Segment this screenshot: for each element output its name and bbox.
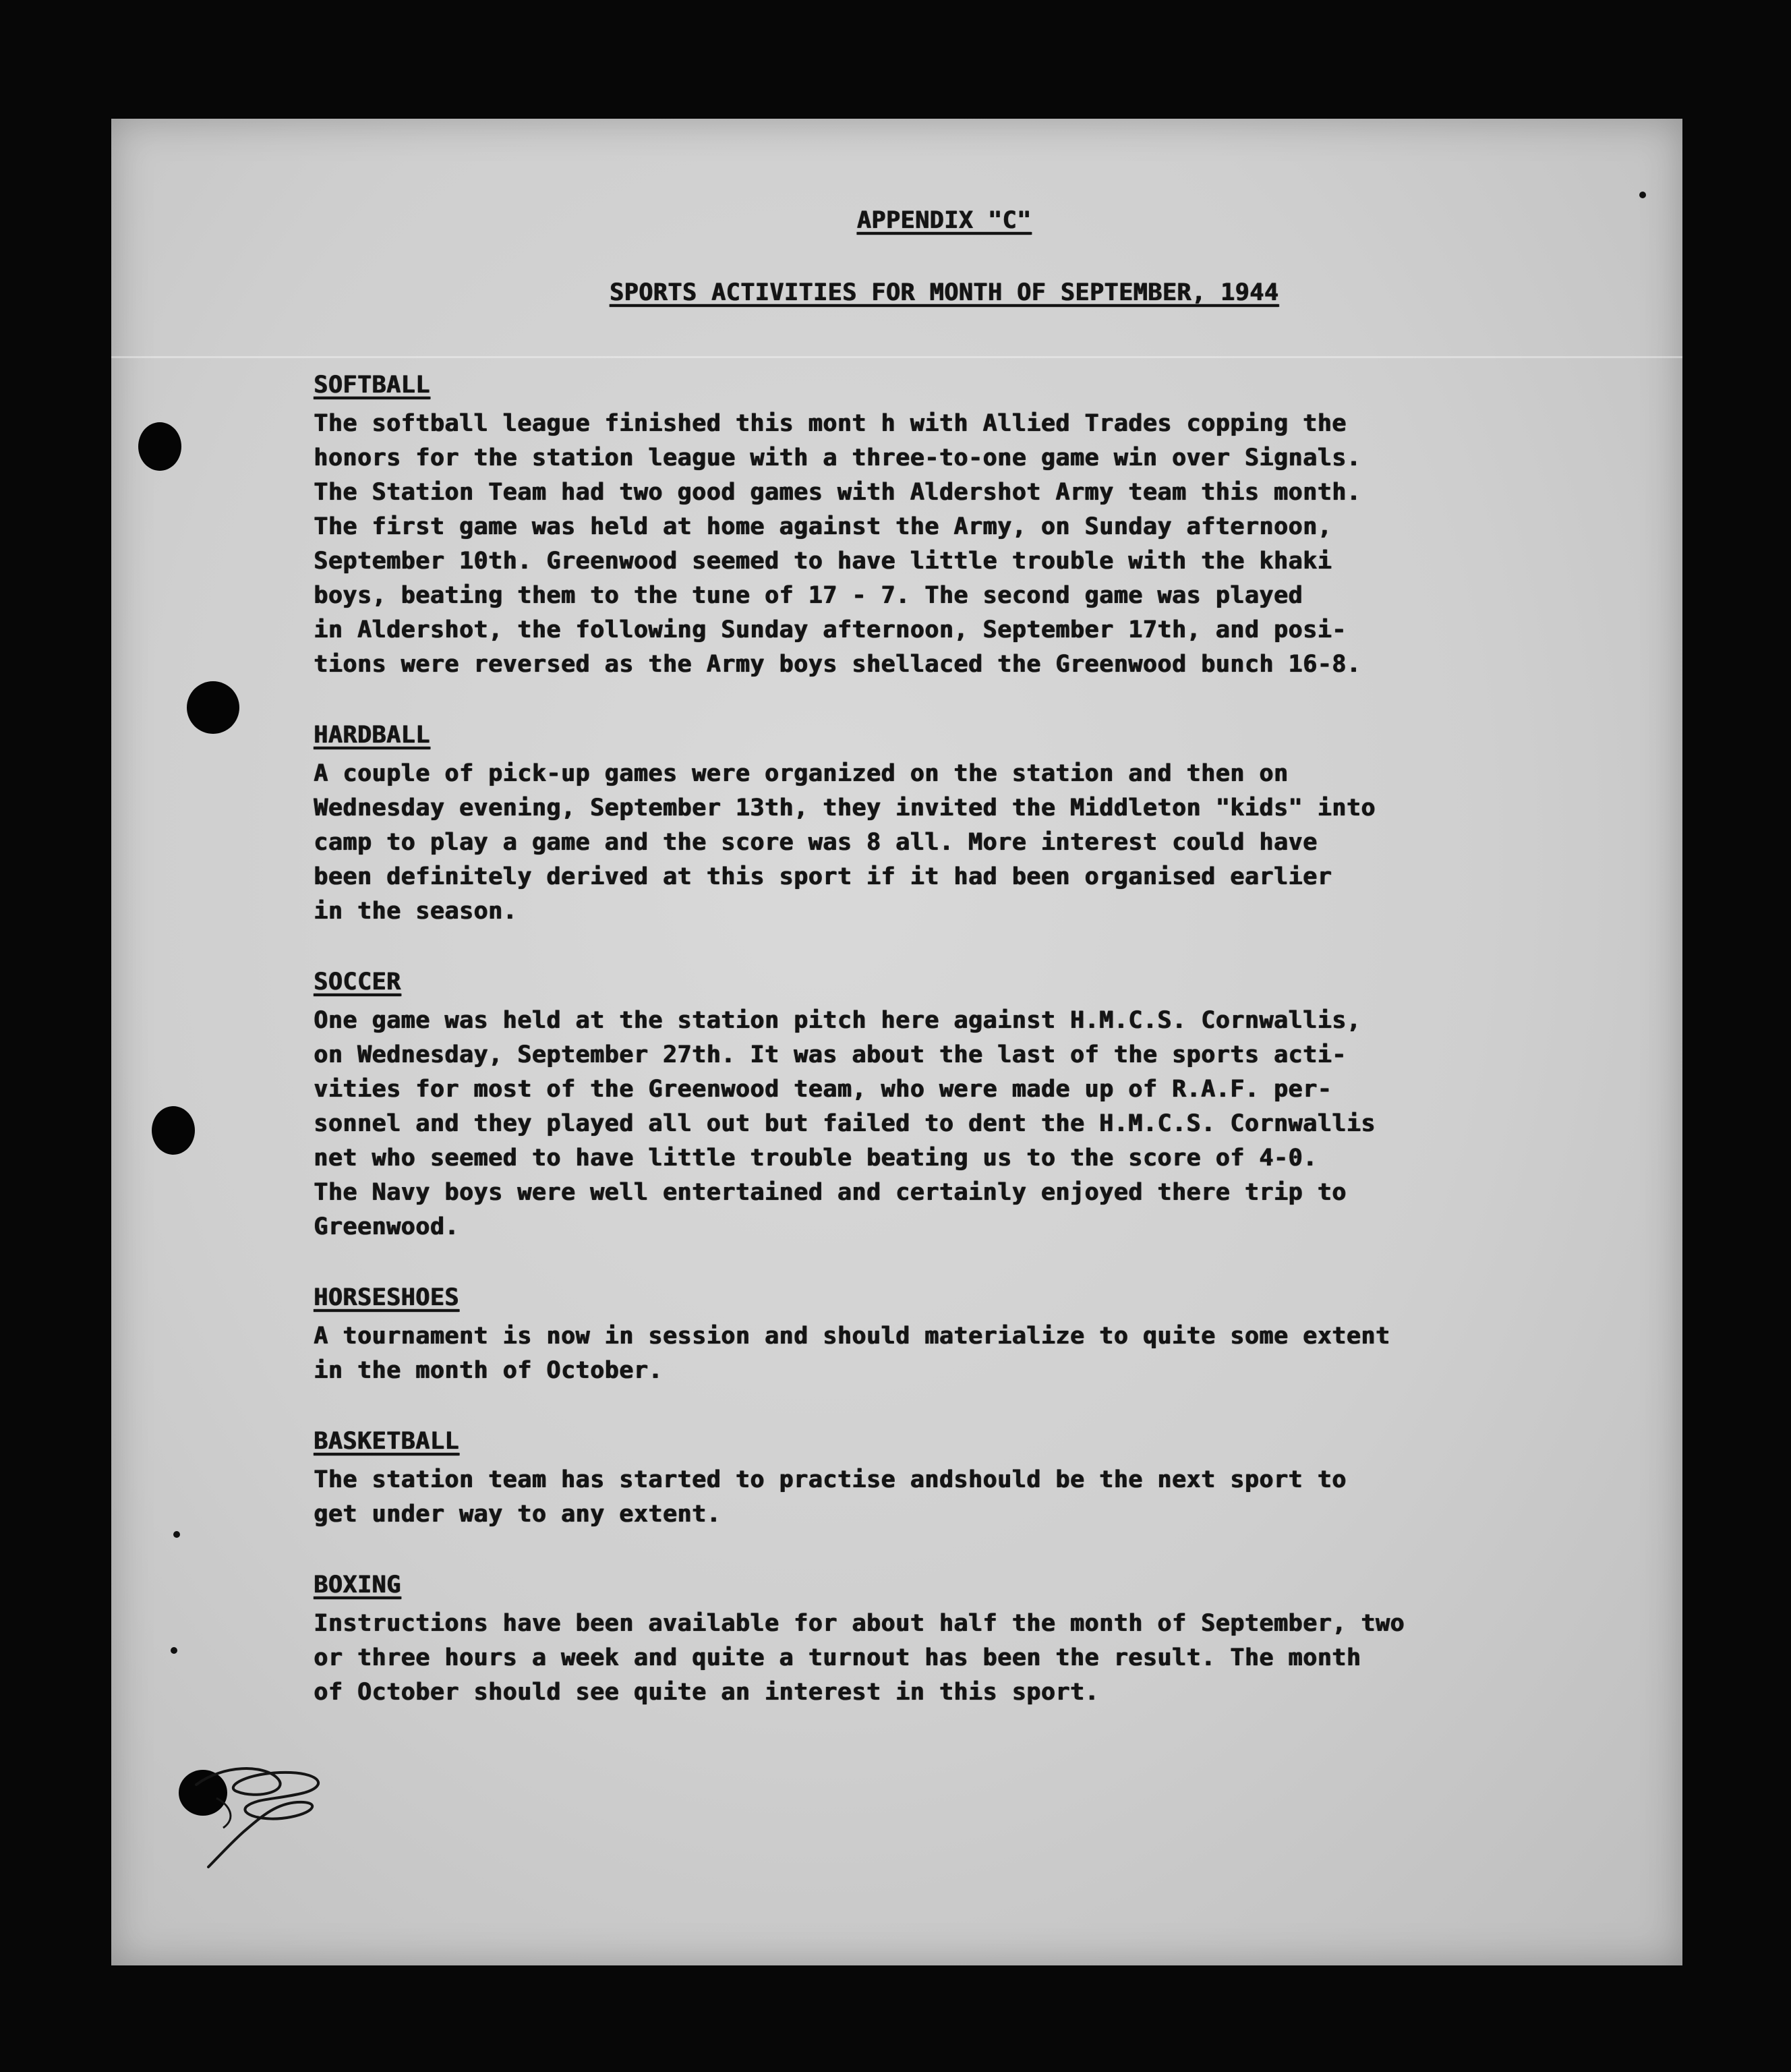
appendix-heading: APPENDIX "C": [856, 207, 1032, 234]
section-horseshoes: [314, 1281, 1655, 1388]
text-line: The Navy boys were well entertained and certainly enjoyed there trip to: [314, 1179, 1347, 1206]
punch-hole: [152, 1106, 195, 1155]
section-boxing: [314, 1568, 1655, 1710]
section-softball: [314, 368, 1655, 682]
section-body: [314, 1607, 1655, 1710]
section-body: [314, 407, 1655, 682]
handwritten-initials: [176, 1758, 331, 1872]
text-line: A tournament is now in session and should materialize to quite some extent: [314, 1323, 1390, 1350]
text-line: net who seemed to have little trouble beating us to the score of 4-0.: [314, 1145, 1318, 1172]
ink-speck: [171, 1647, 177, 1654]
text-line: in the month of October.: [314, 1357, 663, 1384]
punch-hole: [187, 681, 239, 734]
section-heading: SOCCER: [314, 969, 401, 996]
document-page: [111, 119, 1682, 1965]
text-line: Greenwood.: [314, 1213, 459, 1240]
section-soccer: [314, 965, 1655, 1244]
section-heading: HORSESHOES: [314, 1284, 459, 1311]
text-line: get under way to any extent.: [314, 1501, 722, 1528]
text-line: camp to play a game and the score was 8 all. More interest could have: [314, 829, 1318, 856]
text-line: or three hours a week and quite a turnout has been the result. The month: [314, 1644, 1361, 1671]
text-line: sonnel and they played all out but failed to dent the H.M.C.S. Cornwallis: [314, 1110, 1376, 1137]
section-body: [314, 1004, 1655, 1244]
sections: [314, 368, 1655, 1710]
text-line: tions were reversed as the Army boys shellaced the Greenwood bunch 16-8.: [314, 651, 1361, 678]
text-line: The Station Team had two good games with Aldershot Army team this month.: [314, 479, 1361, 506]
section-heading: HARDBALL: [314, 722, 430, 749]
section-heading: BASKETBALL: [314, 1428, 459, 1455]
section-heading: SOFTBALL: [314, 372, 430, 399]
text-line: September 10th. Greenwood seemed to have little trouble with the khaki: [314, 548, 1332, 575]
text-line: of October should see quite an interest in this sport.: [314, 1679, 1099, 1706]
section-body: [314, 757, 1655, 929]
section-heading: BOXING: [314, 1572, 401, 1599]
section-basketball: [314, 1424, 1655, 1532]
ink-speck: [1639, 192, 1646, 198]
text-line: The first game was held at home against the Army, on Sunday afternoon,: [314, 513, 1332, 540]
section-body: [314, 1463, 1655, 1532]
text-line: The softball league finished this mont h with Allied Trades copping the: [314, 410, 1347, 437]
text-line: in the season.: [314, 898, 518, 925]
text-line: been definitely derived at this sport if it had been organised earlier: [314, 863, 1332, 890]
text-line: boys, beating them to the tune of 17 - 7. The second game was played: [314, 582, 1303, 609]
text-line: vities for most of the Greenwood team, who were made up of R.A.F. per-: [314, 1076, 1332, 1103]
document-text: [314, 204, 1655, 1710]
text-line: Wednesday evening, September 13th, they invited the Middleton "kids" into: [314, 795, 1376, 822]
punch-hole: [138, 422, 181, 471]
section-hardball: [314, 718, 1655, 929]
page-title: SPORTS ACTIVITIES FOR MONTH OF SEPTEMBER, 1944: [609, 279, 1279, 306]
ink-speck: [173, 1531, 180, 1538]
text-line: honors for the station league with a three-to-one game win over Signals.: [314, 444, 1361, 471]
text-line: One game was held at the station pitch here against H.M.C.S. Cornwallis,: [314, 1007, 1361, 1034]
text-line: Instructions have been available for about half the month of September, two: [314, 1610, 1405, 1637]
text-line: A couple of pick-up games were organized on the station and then on: [314, 760, 1289, 787]
text-line: The station team has started to practise andshould be the next sport to: [314, 1466, 1347, 1493]
section-body: [314, 1319, 1655, 1388]
text-line: on Wednesday, September 27th. It was about the last of the sports acti-: [314, 1041, 1347, 1068]
text-line: in Aldershot, the following Sunday afternoon, September 17th, and posi-: [314, 616, 1347, 643]
